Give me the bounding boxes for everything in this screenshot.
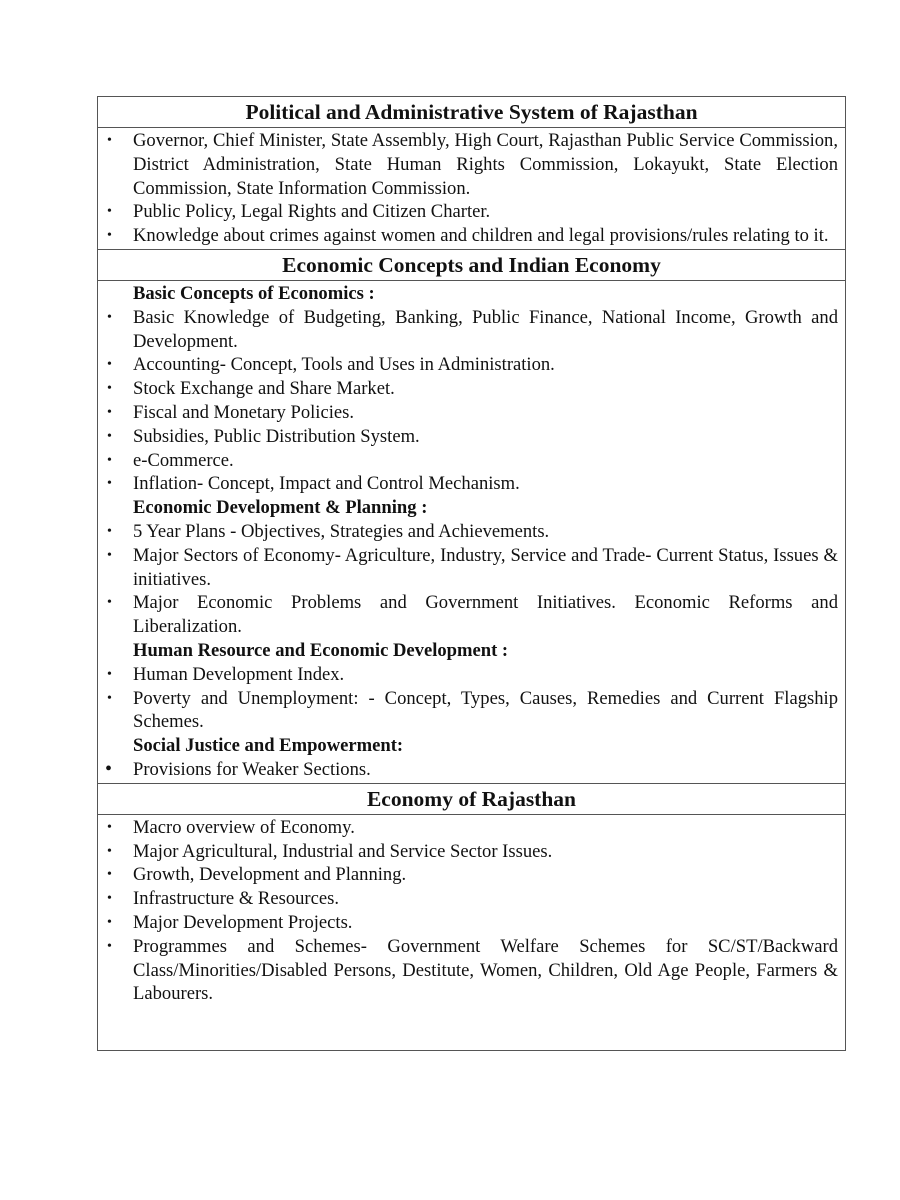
list-item: • Inflation- Concept, Impact and Control Mechanism. xyxy=(107,473,520,495)
bullet-icon: • xyxy=(107,381,112,397)
list-item: • Human Development Index. xyxy=(107,663,345,685)
bullet-list xyxy=(98,663,838,734)
list-item: • Growth, Development and Planning. xyxy=(107,864,407,886)
bullet-icon: • xyxy=(107,452,112,468)
section-body xyxy=(98,128,845,250)
bullet-icon: • xyxy=(107,309,112,325)
bullet-icon: • xyxy=(107,891,112,907)
bullet-list xyxy=(98,129,838,248)
bullet-list xyxy=(98,816,838,1006)
bullet-list xyxy=(98,758,838,782)
bullet-list xyxy=(98,520,838,639)
subsection-heading: Economic Development & Planning : xyxy=(133,497,428,519)
list-item: • Fiscal and Monetary Policies. xyxy=(107,401,355,423)
section-title: Economy of Rajasthan xyxy=(98,784,845,815)
bullet-icon: • xyxy=(107,428,112,444)
section-body xyxy=(98,281,845,784)
bullet-icon: • xyxy=(107,547,112,563)
bullet-icon: • xyxy=(107,914,112,930)
bullet-icon: • xyxy=(107,204,112,220)
list-item: • Major Agricultural, Industrial and Service Sector Issues. xyxy=(107,840,553,862)
bullet-icon: • xyxy=(107,819,112,835)
list-item: • Poverty and Unemployment: - Concept, Types, Causes, Remedies and Current Flagship Schemes. xyxy=(107,687,838,733)
subsection-heading: Social Justice and Empowerment: xyxy=(133,735,404,757)
list-item: • Major Sectors of Economy- Agriculture, Industry, Service and Trade- Current Status, Issues & initiatives. xyxy=(107,544,838,590)
bullet-icon: • xyxy=(107,133,112,148)
bullet-icon: • xyxy=(107,690,112,706)
bullet-icon: • xyxy=(107,523,112,539)
subsection-heading: Human Resource and Economic Development : xyxy=(133,639,509,661)
list-item: • Programmes and Schemes- Government Welfare Schemes for SC/ST/Backward Class/Minorities/Disabled Persons, Destitute, Women, Children, Old Age People, Farmers & Labourers. xyxy=(107,935,838,1005)
list-item: • Governor, Chief Minister, State Assembly, High Court, Rajasthan Public Service Commission, District Administration, State Human Rights Commission, Lokayukt, State Election Commission, State Information Commission. xyxy=(107,130,838,199)
bullet-icon: • xyxy=(105,757,113,780)
bullet-icon: • xyxy=(107,867,112,883)
section-body xyxy=(98,815,845,1050)
bullet-icon: • xyxy=(107,476,112,492)
bullet-icon: • xyxy=(107,595,112,611)
list-item: • 5 Year Plans - Objectives, Strategies and Achievements. xyxy=(107,520,550,542)
section-title: Political and Administrative System of Rajasthan xyxy=(98,97,845,128)
list-item: • Basic Knowledge of Budgeting, Banking, Public Finance, National Income, Growth and Development. xyxy=(107,306,838,352)
list-item: • Stock Exchange and Share Market. xyxy=(107,378,395,400)
list-item: • Public Policy, Legal Rights and Citizen Charter. xyxy=(107,201,491,223)
bullet-list xyxy=(98,306,838,496)
syllabus-table xyxy=(97,96,846,1051)
section-title: Economic Concepts and Indian Economy xyxy=(98,250,845,281)
list-item: • e-Commerce. xyxy=(107,449,234,471)
bullet-icon: • xyxy=(107,228,112,244)
list-item: • Subsidies, Public Distribution System. xyxy=(107,425,420,447)
bullet-icon: • xyxy=(107,843,112,859)
subsection-heading: Basic Concepts of Economics : xyxy=(133,282,375,304)
bullet-icon: • xyxy=(107,938,112,954)
list-item: • Provisions for Weaker Sections. xyxy=(105,757,371,780)
bullet-icon: • xyxy=(107,357,112,373)
bullet-icon: • xyxy=(107,404,112,420)
list-item: • Major Development Projects. xyxy=(107,911,353,933)
list-item: • Infrastructure & Resources. xyxy=(107,888,340,910)
list-item: • Accounting- Concept, Tools and Uses in Administration. xyxy=(107,354,555,376)
bullet-icon: • xyxy=(107,666,112,682)
list-item: • Major Economic Problems and Government Initiatives. Economic Reforms and Liberalization. xyxy=(107,592,838,638)
list-item: • Macro overview of Economy. xyxy=(107,816,355,838)
list-item: • Knowledge about crimes against women and children and legal provisions/rules relating to it. xyxy=(107,225,829,247)
